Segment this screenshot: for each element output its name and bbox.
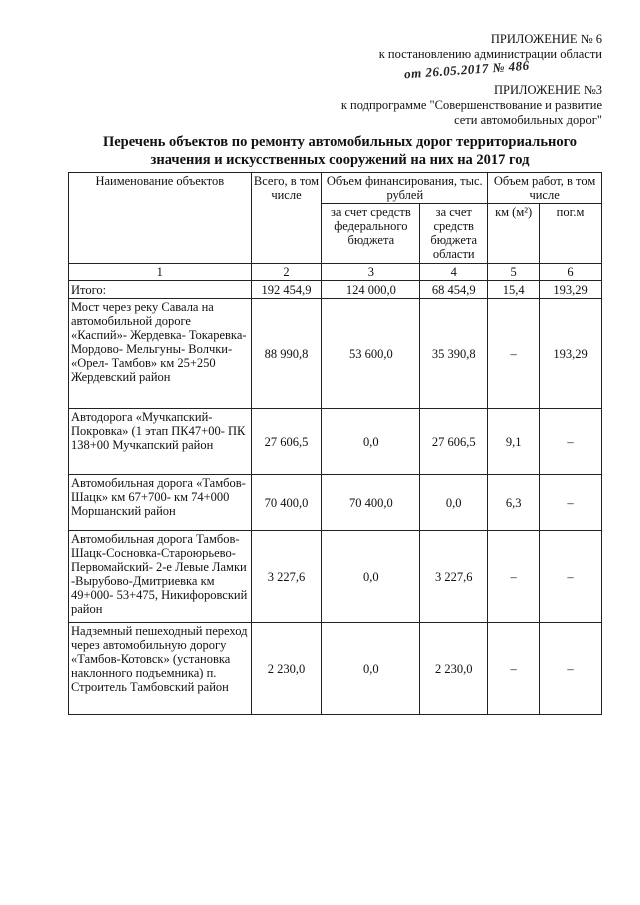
subprogram-label: к подпрограмме "Совершенствование и развитие [340,98,602,112]
cell-regional: 3 227,6 [420,531,488,623]
column-number-row [69,264,602,281]
header-name: Наименование объектов [69,173,252,264]
cell-regional: 2 230,0 [420,623,488,715]
total-row [69,281,602,299]
title-line-1: Перечень объектов по ремонту автомобильных дорог территориального [102,134,578,150]
table-row [69,623,602,715]
document-title [40,133,640,169]
cell-km: 9,1 [488,409,540,475]
object-name: Автомобильная дорога Тамбов- Шацк-Сосновка-Староюрьево- Первомайский- 2-е Левые Ламки -Вырубово-Дмитриевка км 49+000- 53+475, Никифоровский район [69,531,252,623]
header-works: Объем работ, в том числе [488,173,602,204]
cell-km: – [488,299,540,409]
subprogram-header [341,83,602,128]
appendix-6-label: ПРИЛОЖЕНИЕ № 6 [490,32,602,46]
header-pm: пог.м [540,204,602,264]
cell-regional: 0,0 [420,475,488,531]
header-funding: Объем финансирования, тыс. рублей [322,173,488,204]
table-row [69,531,602,623]
cell-federal: 0,0 [322,531,420,623]
subprogram-label-2: сети автомобильных дорог" [454,113,602,127]
cell-federal: 0,0 [322,623,420,715]
object-name: Мост через реку Савала на автомобильной дороге «Каспий»- Жердевка- Токаревка- Мордово- Мельгуны- Волчки- «Орел- Тамбов» км 25+250 Жердевский район [69,299,252,409]
header-federal: за счет средств федерального бюджета [322,204,420,264]
total-cell: 193,29 [540,281,602,299]
cell-km: – [488,531,540,623]
table-row [69,409,602,475]
total-cell: 15,4 [488,281,540,299]
cell-pm: – [540,531,602,623]
cell-total: 2 230,0 [251,623,322,715]
cell-total: 70 400,0 [251,475,322,531]
cell-regional: 27 606,5 [420,409,488,475]
cell-pm: – [540,475,602,531]
cell-km: – [488,623,540,715]
col-number: 3 [322,264,420,281]
decree-label: к постановлению администрации области [378,47,602,61]
cell-total: 88 990,8 [251,299,322,409]
col-number: 4 [420,264,488,281]
table-row [69,475,602,531]
handwritten-date-number: от 26.05.2017 № 486 [403,57,531,82]
appendix-3-label: ПРИЛОЖЕНИЕ №3 [493,83,602,97]
total-cell: 68 454,9 [420,281,488,299]
appendix-header [379,32,602,62]
col-number: 2 [251,264,322,281]
header-km: км (м²) [488,204,540,264]
object-name: Надземный пешеходный переход через автомобильную дорогу «Тамбов-Котовск» (установка наклонного подъемника) п. Строитель Тамбовский район [69,623,252,715]
cell-km: 6,3 [488,475,540,531]
cell-federal: 70 400,0 [322,475,420,531]
cell-federal: 0,0 [322,409,420,475]
object-name: Автомобильная дорога «Тамбов- Шацк» км 67+700- км 74+000 Моршанский район [69,475,252,531]
col-number: 5 [488,264,540,281]
cell-regional: 35 390,8 [420,299,488,409]
cell-pm: – [540,409,602,475]
total-label: Итого: [69,281,252,299]
objects-table [68,172,602,715]
cell-total: 27 606,5 [251,409,322,475]
title-line-2: значения и искусственных сооружений на них на 2017 год [150,152,530,168]
table-row [69,299,602,409]
object-name: Автодорога «Мучкапский- Покровка» (1 этап ПК47+00- ПК 138+00 Мучкапский район [69,409,252,475]
cell-federal: 53 600,0 [322,299,420,409]
total-cell: 124 000,0 [322,281,420,299]
cell-pm: 193,29 [540,299,602,409]
header-total: Всего, в том числе [251,173,322,264]
header-regional: за счет средств бюджета области [420,204,488,264]
cell-total: 3 227,6 [251,531,322,623]
col-number: 1 [69,264,252,281]
cell-pm: – [540,623,602,715]
col-number: 6 [540,264,602,281]
total-cell: 192 454,9 [251,281,322,299]
